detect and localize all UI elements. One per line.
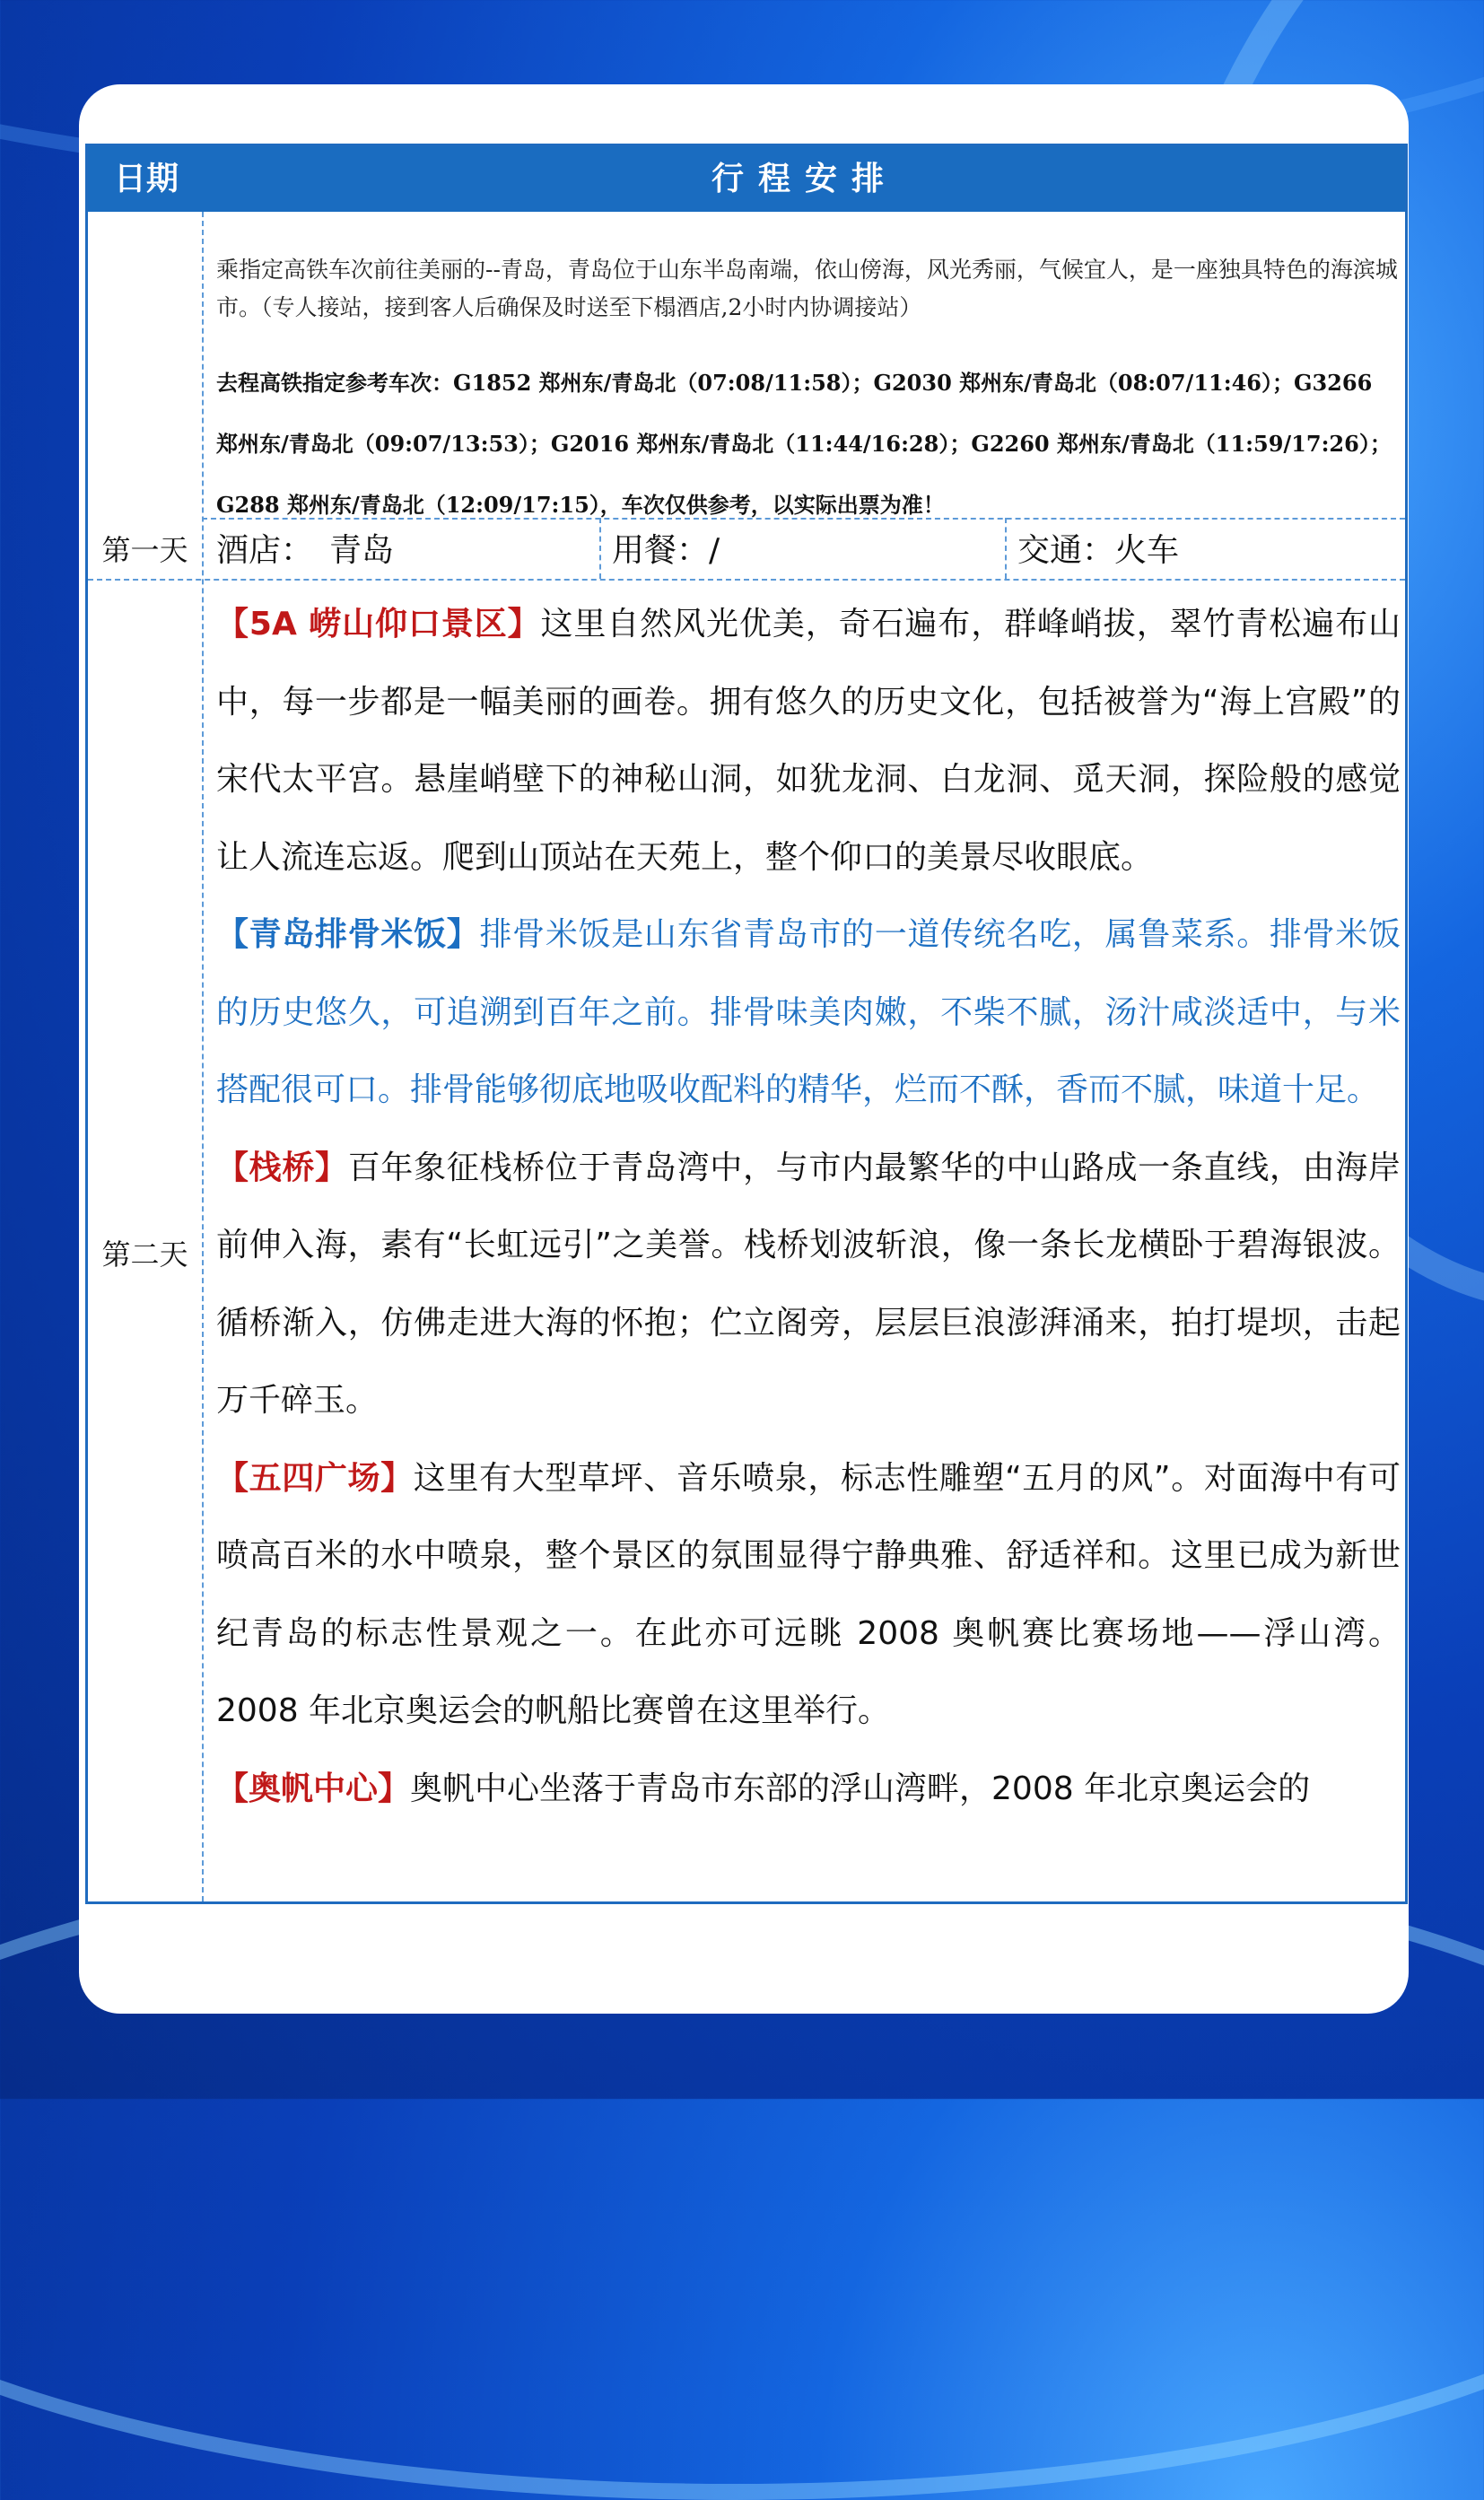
day1-meal: 用餐：/	[612, 532, 720, 569]
row-divider	[202, 518, 1405, 520]
attraction-title: 【栈桥】	[216, 1149, 348, 1186]
day-divider	[88, 579, 1405, 581]
day1-intro: 乘指定高铁车次前往美丽的--青岛，青岛位于山东半岛南端，依山傍海，风光秀丽，气候宜人，是一座独具特色的海滨城市。（专人接站，接到客人后确保及时送至下榻酒店,2小时内协调接站）	[216, 257, 1398, 320]
attraction-text: 奥帆中心坐落于青岛市东部的浮山湾畔，2008 年北京奥运会的	[410, 1770, 1311, 1807]
day1-hotel: 酒店： 青岛	[216, 532, 395, 569]
cell-divider	[599, 518, 601, 579]
attraction-title: 【5A 崂山仰口景区】	[216, 606, 541, 642]
day2-content	[216, 586, 1401, 1828]
attraction-text: 这里有大型草坪、音乐喷泉，标志性雕塑“五月的风”。对面海中有可喷高百米的水中喷泉，整个景区的氛围显得宁静典雅、舒适祥和。这里已成为新世纪青岛的标志性景观之一。在此亦可远眺 2008 奥帆赛比赛场地——浮山湾。2008 年北京奥运会的帆船比赛曾在这里举行。	[216, 1459, 1401, 1729]
header-date: 日期	[113, 161, 179, 197]
cell-divider	[1005, 518, 1007, 579]
attraction-paragraph	[216, 1130, 1401, 1440]
table-header	[88, 146, 1405, 212]
column-divider	[202, 212, 204, 1901]
food-paragraph	[216, 896, 1401, 1130]
attraction-paragraph	[216, 1751, 1401, 1829]
attraction-text: 百年象征栈桥位于青岛湾中，与市内最繁华的中山路成一条直线，由海岸前伸入海，素有“长虹远引”之美誉。栈桥划波斩浪，像一条长龙横卧于碧海银波。循桥渐入，仿佛走进大海的怀抱；伫立阁旁，层层巨浪澎湃涌来，拍打堤坝，击起万千碎玉。	[216, 1149, 1401, 1419]
attraction-title: 【奥帆中心】	[216, 1770, 411, 1807]
food-title: 【青岛排骨米饭】	[216, 916, 480, 953]
day1-trains: 去程高铁指定参考车次：G1852 郑州东/青岛北（07:08/11:58）；G2030 郑州东/青岛北（08:07/11:46）；G3266 郑州东/青岛北（09:07/13:53）；G2016 郑州东/青岛北（11:44/16:28）；G2260 郑州东/青岛北（11:59/17:26）；G288 郑州东/青岛北（12:09/17:15），车次仅供参考，以实际出票为准！	[216, 370, 1392, 518]
itinerary-table	[85, 144, 1408, 1904]
day1-label: 第一天	[101, 533, 188, 567]
day1-transport: 交通：火车	[1017, 532, 1180, 569]
day2-label: 第二天	[101, 1237, 188, 1272]
attraction-title: 【五四广场】	[216, 1459, 414, 1497]
attraction-paragraph	[216, 1440, 1401, 1751]
header-plan: 行程安排	[711, 161, 898, 197]
attraction-paragraph	[216, 586, 1401, 896]
attraction-text: 这里自然风光优美，奇石遍布，群峰峭拔，翠竹青松遍布山中，每一步都是一幅美丽的画卷。拥有悠久的历史文化，包括被誉为“海上宫殿”的宋代太平宫。悬崖峭壁下的神秘山洞，如犹龙洞、白龙洞、觅天洞，探险般的感觉让人流连忘返。爬到山顶站在天苑上，整个仰口的美景尽收眼底。	[216, 606, 1401, 876]
food-text: 排骨米饭是山东省青岛市的一道传统名吃，属鲁菜系。排骨米饭的历史悠久，可追溯到百年之前。排骨味美肉嫩，不柴不腻，汤汁咸淡适中，与米搭配很可口。排骨能够彻底地吸收配料的精华，烂而不酥，香而不腻，味道十足。	[216, 916, 1401, 1108]
